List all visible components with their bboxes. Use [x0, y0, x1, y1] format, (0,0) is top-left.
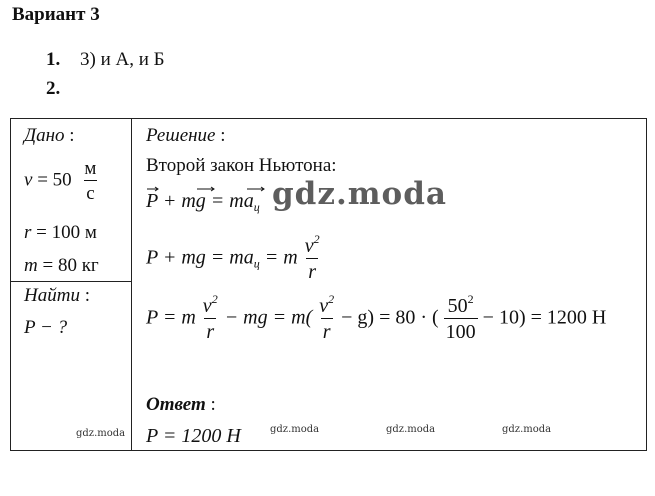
centripetal-power: 2: [313, 232, 320, 246]
computation-fraction-1-num: v: [202, 295, 212, 317]
question-1-number: 1.: [46, 49, 61, 70]
computation-fraction-3-power: 2: [467, 292, 474, 306]
computation-fraction-2: [317, 292, 336, 343]
page-title: Вариант 3: [12, 4, 100, 25]
find-expression: P − ?: [24, 317, 68, 338]
scalar-equation-left: P + mg = ma: [146, 246, 254, 269]
answer-heading: [146, 394, 216, 416]
computation-fraction-1-den: r: [204, 318, 216, 342]
table-divider-horizontal: [10, 281, 132, 282]
solution-label: Решение: [146, 125, 216, 146]
radius-symbol: r: [24, 222, 32, 243]
find-colon: :: [84, 285, 90, 306]
question-2-number: 2.: [46, 78, 61, 99]
question-1-answer: 3) и А, и Б: [80, 49, 165, 70]
computation-minus-mg: − mg = m(: [224, 306, 313, 329]
centripetal-fraction: [303, 232, 322, 283]
radius-value: = 100 м: [36, 222, 97, 243]
solution-colon: :: [220, 125, 226, 146]
velocity-unit-denominator: с: [84, 180, 96, 203]
vector-equation-text: [146, 190, 260, 213]
watermark-small-1: gdz.moda: [76, 428, 126, 439]
computation-fraction-3-num: 50: [447, 295, 468, 317]
watermark-logo: gdz.moda: [272, 176, 447, 212]
velocity-unit-numerator: м: [84, 158, 97, 179]
computation-fraction-2-num: v: [319, 295, 329, 317]
find-heading: [24, 285, 90, 307]
given-radius: [24, 222, 97, 244]
centripetal-numerator: v: [304, 235, 314, 257]
given-heading: [24, 125, 75, 147]
mass-value: = 80 кг: [42, 255, 99, 276]
given-colon: :: [69, 125, 75, 146]
velocity-value: = 50: [37, 169, 72, 191]
solution-heading: [146, 125, 226, 147]
table-divider-vertical: [131, 118, 132, 451]
answer-value-text: P = 1200 Н: [146, 425, 241, 447]
computation-equation: [146, 292, 607, 343]
answer-label: Ответ: [146, 394, 206, 415]
computation-fraction-2-den: r: [321, 318, 333, 342]
answer-value: [146, 425, 241, 448]
scalar-equation-sub: ц: [253, 256, 260, 271]
scalar-equation-mid: = m: [264, 246, 298, 269]
mass-symbol: m: [24, 255, 38, 276]
vector-equation: [146, 190, 260, 213]
vector-equation-sub: ц: [253, 200, 260, 214]
velocity-unit-fraction: [82, 159, 98, 203]
computation-fraction-1-power: 2: [211, 292, 218, 306]
given-mass: [24, 255, 99, 277]
vector-arrows: [146, 186, 260, 192]
find-label: Найти: [24, 285, 80, 306]
computation-minus-g: − g) = 80 · (: [341, 306, 439, 329]
computation-fraction-2-power: 2: [328, 292, 335, 306]
answer-colon: :: [210, 394, 216, 415]
given-label: Дано: [24, 125, 65, 146]
computation-fraction-1: [201, 292, 220, 343]
given-velocity: [24, 159, 98, 203]
computation-tail: − 10) = 1200 Н: [482, 306, 607, 329]
watermark-small-3: gdz.moda: [386, 424, 436, 435]
watermark-small-2: gdz.moda: [270, 424, 320, 435]
centripetal-denominator: r: [306, 258, 318, 282]
vector-equation-main: P + mg = ma: [146, 190, 254, 212]
scalar-equation: [146, 232, 322, 283]
computation-fraction-3-den: 100: [444, 318, 478, 342]
velocity-symbol: v: [24, 169, 33, 191]
newton-law-text: Второй закон Ньютона:: [146, 155, 337, 176]
computation-p: P = m: [146, 306, 196, 329]
computation-fraction-3: [444, 292, 478, 343]
watermark-small-4: gdz.moda: [502, 424, 552, 435]
